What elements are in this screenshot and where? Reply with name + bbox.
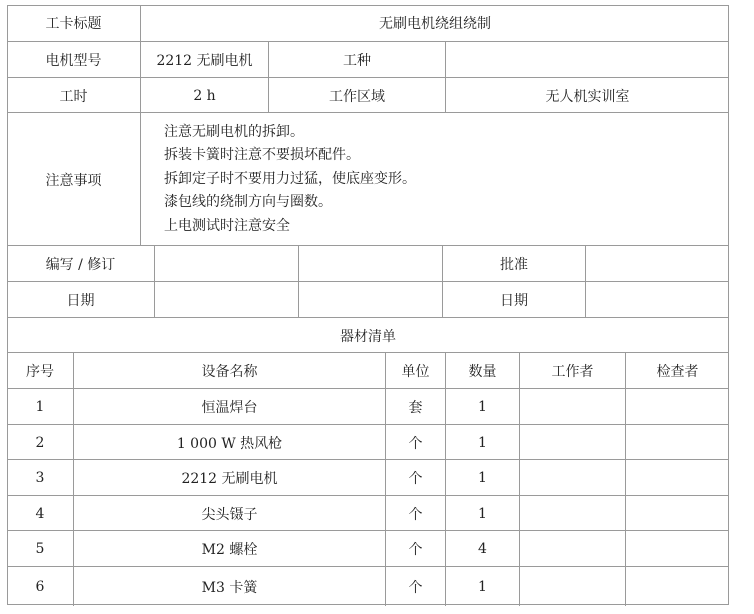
author-extra <box>298 246 442 282</box>
row-qty: 1 <box>445 496 519 531</box>
approve-date-label: 日期 <box>442 282 585 318</box>
hours-label: 工时 <box>59 88 88 105</box>
col-header-qty: 数量 <box>445 353 519 389</box>
author-label: 编写 / 修订 <box>45 257 116 273</box>
row-name: 2212 无刷电机 <box>73 460 385 496</box>
row-unit: 个 <box>385 425 445 460</box>
equipment-section-title: 器材清单 <box>340 328 396 345</box>
author-row <box>7 245 729 282</box>
row-unit: 个 <box>385 567 445 606</box>
table-row <box>7 424 729 460</box>
note-item-2: 拆装卡簧时注意不要损坏配件。 <box>164 147 360 164</box>
row-name: 尖头镊子 <box>73 496 385 531</box>
row-worker <box>519 496 625 531</box>
date-row <box>7 281 729 318</box>
row-checker <box>625 389 729 425</box>
row-worker <box>519 425 625 460</box>
title-label: 工卡标题 <box>45 16 102 32</box>
col-header-name: 设备名称 <box>73 353 385 389</box>
note-item-3: 拆卸定子时不要用力过猛，使底座变形。 <box>164 170 416 187</box>
table-row <box>7 530 729 567</box>
model-label: 电机型号 <box>45 53 102 69</box>
date-label: 日期 <box>66 293 95 309</box>
row-unit: 个 <box>385 496 445 531</box>
row-unit: 套 <box>385 389 445 425</box>
title-row <box>7 5 729 41</box>
trade-label: 工种 <box>268 42 445 78</box>
row-no: 1 <box>35 399 45 415</box>
row-no: 3 <box>35 470 45 486</box>
note-item-5: 上电测试时注意安全 <box>164 217 290 234</box>
row-unit: 个 <box>385 460 445 496</box>
note-item-1: 注意无刷电机的拆卸。 <box>164 123 304 140</box>
approve-date-value <box>585 282 729 318</box>
trade-value <box>445 42 729 78</box>
col-header-no: 序号 <box>26 364 54 380</box>
area-value: 无人机实训室 <box>445 78 729 113</box>
model-value: 2212 无刷电机 <box>140 42 268 78</box>
table-row <box>7 495 729 531</box>
row-no: 6 <box>35 578 45 595</box>
row-qty: 4 <box>445 531 519 567</box>
row-name: 1 000 W 热风枪 <box>73 425 385 460</box>
work-card-table <box>7 5 729 605</box>
row-checker <box>625 567 729 606</box>
notes-list <box>164 113 724 246</box>
row-checker <box>625 531 729 567</box>
row-checker <box>625 425 729 460</box>
approve-value <box>585 246 729 282</box>
equipment-title-row <box>7 317 729 353</box>
date-value <box>154 282 298 318</box>
row-qty: 1 <box>445 389 519 425</box>
hours-value: 2 h <box>140 78 268 113</box>
table-row <box>7 388 729 425</box>
row-no: 5 <box>35 541 45 557</box>
row-name: 恒温焊台 <box>73 389 385 425</box>
row-qty: 1 <box>445 567 519 606</box>
col-header-unit: 单位 <box>385 353 445 389</box>
date-extra <box>298 282 442 318</box>
row-checker <box>625 496 729 531</box>
hours-row <box>7 77 729 113</box>
model-row <box>7 41 729 78</box>
table-row <box>7 459 729 496</box>
row-name: M3 卡簧 <box>73 567 385 606</box>
row-checker <box>625 460 729 496</box>
col-header-worker: 工作者 <box>519 353 625 389</box>
row-no: 2 <box>35 434 45 451</box>
col-header-checker: 检查者 <box>625 353 729 389</box>
note-item-4: 漆包线的绕制方向与圈数。 <box>164 194 332 211</box>
row-worker <box>519 531 625 567</box>
row-qty: 1 <box>445 460 519 496</box>
row-unit: 个 <box>385 531 445 567</box>
notes-label: 注意事项 <box>45 172 102 189</box>
equipment-header-row <box>7 352 729 389</box>
notes-row <box>7 112 729 246</box>
row-worker <box>519 389 625 425</box>
row-worker <box>519 567 625 606</box>
approve-label: 批准 <box>442 246 585 282</box>
row-name: M2 螺栓 <box>73 531 385 567</box>
area-label: 工作区域 <box>268 78 445 113</box>
title-value: 无刷电机绕组绕制 <box>140 5 729 41</box>
row-worker <box>519 460 625 496</box>
author-value <box>154 246 298 282</box>
row-qty: 1 <box>445 425 519 460</box>
row-no: 4 <box>35 505 45 522</box>
table-row <box>7 566 729 606</box>
